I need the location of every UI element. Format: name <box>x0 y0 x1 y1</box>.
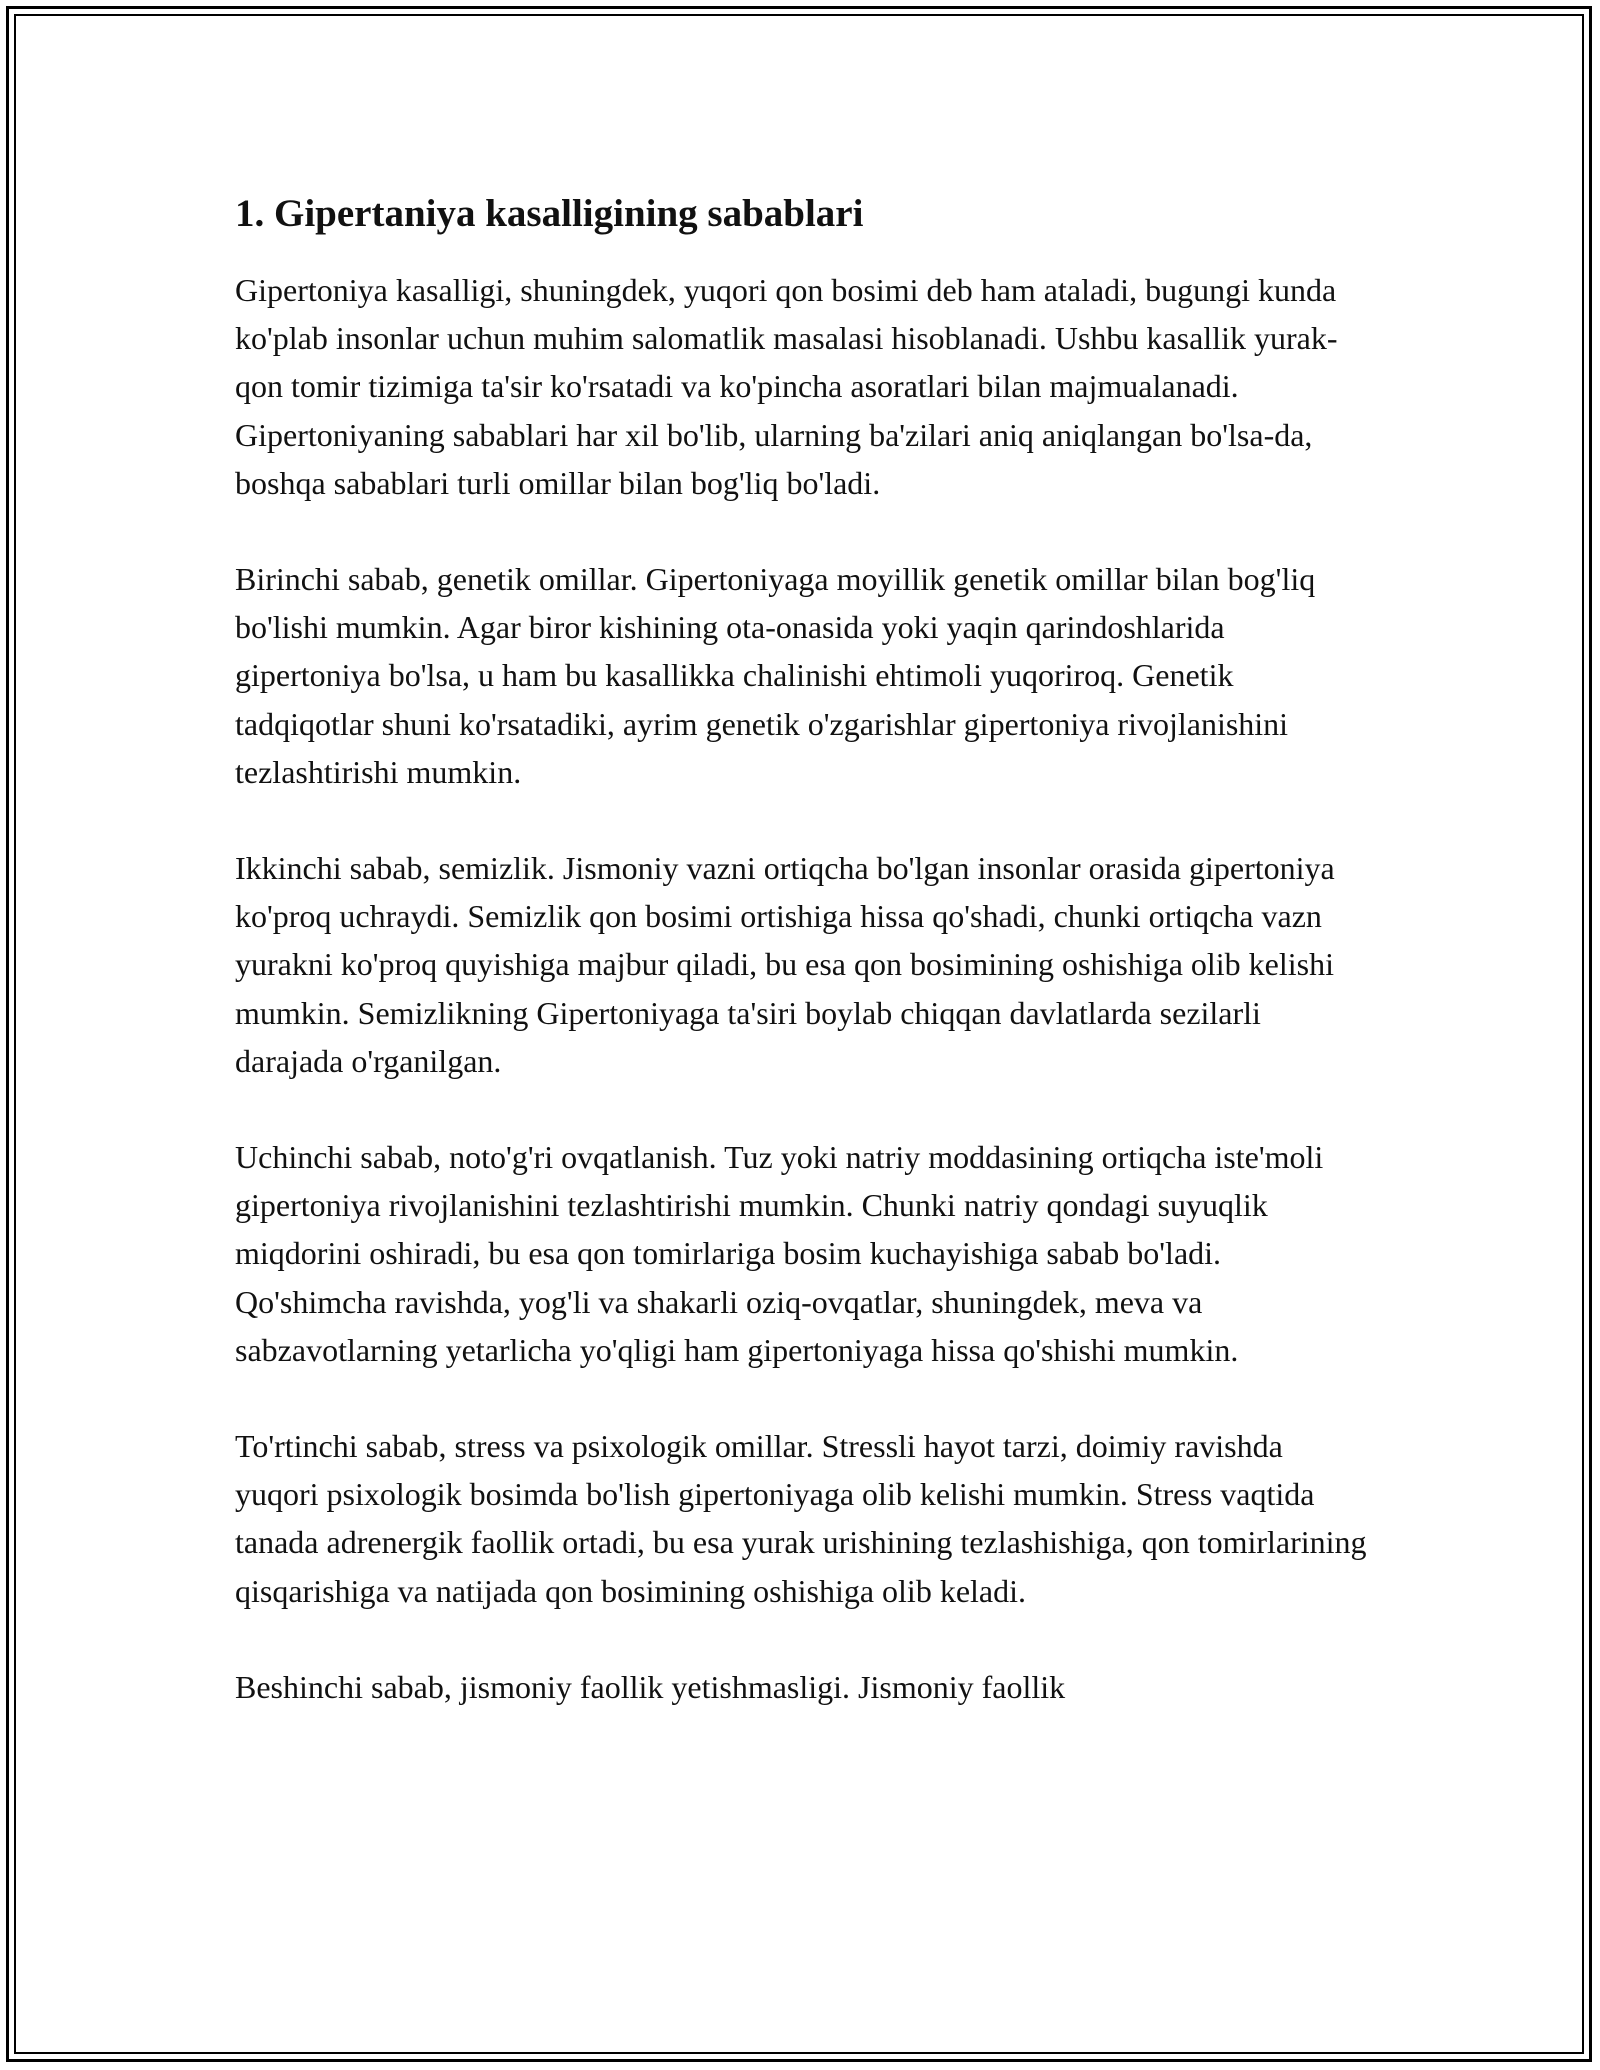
paragraph-genetic-factors: Birinchi sabab, genetik omillar. Gipertoniyaga moyillik genetik omillar bilan bog'liq bo'lishi mumkin. Agar biror kishining ota-onasida yoki yaqin qarindoshlarida gipertoniya bo'lsa, u ham bu kasallikka chalinishi ehtimoli yuqoriroq. Genetik tadqiqotlar shuni ko'rsatadiki, ayrim genetik o'zgarishlar gipertoniya rivojlanishini tezlashtirishi mumkin. <box>235 561 1316 790</box>
paragraph-physical-activity: Beshinchi sabab, jismoniy faollik yetishmasligi. Jismoniy faollik <box>235 1668 1066 1705</box>
section-heading: 1. Gipertaniya kasalligining sabablari <box>235 192 864 235</box>
paragraph-obesity: Ikkinchi sabab, semizlik. Jismoniy vazni ortiqcha bo'lgan insonlar orasida gipertoniya ko'proq uchraydi. Semizlik qon bosimi ortishiga hissa qo'shadi, chunki ortiqcha vazn yurakni ko'proq quyishiga majbur qiladi, bu esa qon bosimining oshishiga olib kelishi mumkin. Semizlikning Gipertoniyaga ta'siri boylab chiqqan davlatlarda sezilarli darajada o'rganilgan. <box>235 850 1335 1079</box>
paragraph-stress: To'rtinchi sabab, stress va psixologik omillar. Stressli hayot tarzi, doimiy ravishda yuqori psixologik bosimda bo'lish gipertoniyaga olib kelishi mumkin. Stress vaqtida tanada adrenergik faollik ortadi, bu esa yurak urishining tezlashishiga, qon tomirlarining qisqarishiga va natijada qon bosimining oshishiga olib keladi. <box>235 1428 1367 1609</box>
paragraph-nutrition: Uchinchi sabab, noto'g'ri ovqatlanish. Tuz yoki natriy moddasining ortiqcha iste'moli gipertoniya rivojlanishini tezlashtirishi mumkin. Chunki natriy qondagi suyuqlik miqdorini oshiradi, bu esa qon tomirlariga bosim kuchayishiga sabab bo'ladi. Qo'shimcha ravishda, yog'li va shakarli oziq-ovqatlar, shuningdek, meva va sabzavotlarning yetarlicha yo'qligi ham gipertoniyaga hissa qo'shishi mumkin. <box>235 1139 1324 1368</box>
document-body <box>235 188 1370 1711</box>
paragraph-intro: Gipertoniya kasalligi, shuningdek, yuqori qon bosimi deb ham ataladi, bugungi kunda ko'plab insonlar uchun muhim salomatlik masalasi hisoblanadi. Ushbu kasallik yurak-qon tomir tizimiga ta'sir ko'rsatadi va ko'pincha asoratlari bilan majmualanadi. Gipertoniyaning sabablari har xil bo'lib, ularning ba'zilari aniq aniqlangan bo'lsa-da, boshqa sabablari turli omillar bilan bog'liq bo'ladi. <box>235 272 1338 501</box>
